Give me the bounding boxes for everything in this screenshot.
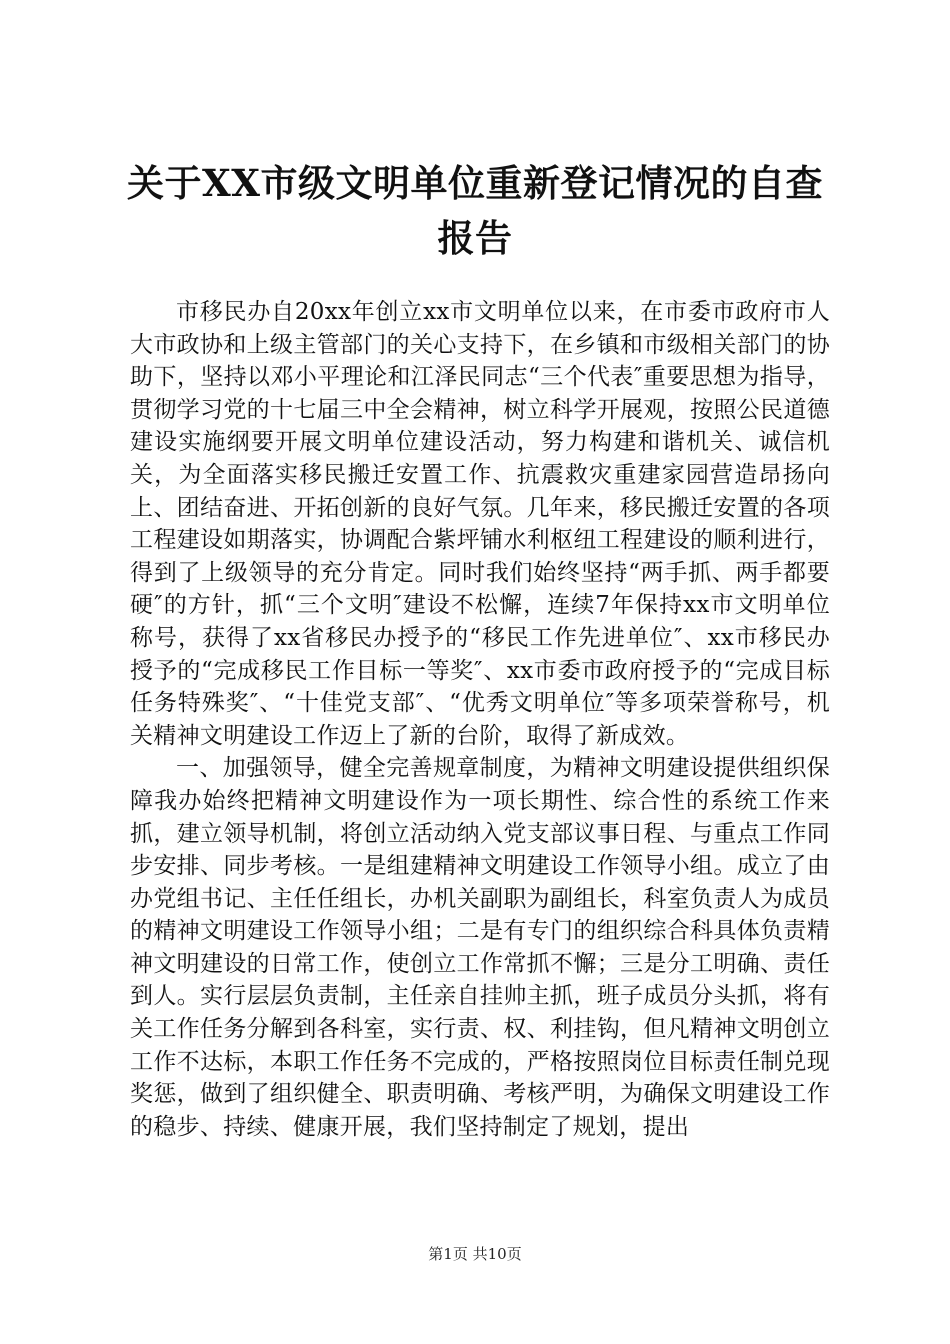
document-body <box>130 296 830 1143</box>
paragraph-section-one: 一、加强领导，健全完善规章制度，为精神文明建设提供组织保障我办始终把精神文明建设作为一项长期性、综合性的系统工作来抓，建立领导机制，将创立活动纳入党支部议事日程、与重点工作同步安排、同步考核。一是组建精神文明建设工作领导小组。成立了由办党组书记、主任任组长，办机关副职为副组长，科室负责人为成员的精神文明建设工作领导小组；二是有专门的组织综合科具体负责精神文明建设的日常工作，使创立工作常抓不懈；三是分工明确、责任到人。实行层层负责制，主任亲自挂帅主抓，班子成员分头抓，将有关工作任务分解到各科室，实行责、权、利挂钩，但凡精神文明创立工作不达标，本职工作任务不完成的，严格按照岗位目标责任制兑现奖惩，做到了组织健全、职责明确、考核严明，为确保文明建设工作的稳步、持续、健康开展，我们坚持制定了规划，提出 <box>130 755 830 1140</box>
page-footer <box>0 1244 950 1264</box>
paragraph-intro: 市移民办自20xx年创立xx市文明单位以来，在市委市政府市人大市政协和上级主管部门的关心支持下，在乡镇和市级相关部门的协助下，坚持以邓小平理论和江泽民同志“三个代表″重要思想为指导，贯彻学习党的十七届三中全会精神，树立科学开展观，按照公民道德建设实施纲要开展文明单位建设活动，努力构建和谐机关、诚信机关，为全面落实移民搬迁安置工作、抗震救灾重建家园营造昂扬向上、团结奋进、开拓创新的良好气氛。几年来，移民搬迁安置的各项工程建设如期落实，协调配合紫坪铺水利枢纽工程建设的顺利进行，得到了上级领导的充分肯定。同时我们始终坚持“两手抓、两手都要硬″的方针，抓“三个文明″建设不松懈，连续7年保持xx市文明单位称号，获得了xx省移民办授予的“移民工作先进单位″、xx市移民办授予的“完成移民工作目标一等奖″、xx市委市政府授予的“完成目标任务特殊奖″、“十佳党支部″、“优秀文明单位″等多项荣誉称号，机关精神文明建设工作迈上了新的台阶，取得了新成效。 <box>130 299 830 749</box>
document-title: 关于XX市级文明单位重新登记情况的自查报告 <box>127 161 823 260</box>
page-number-indicator: 第1页 共10页 <box>428 1245 522 1263</box>
